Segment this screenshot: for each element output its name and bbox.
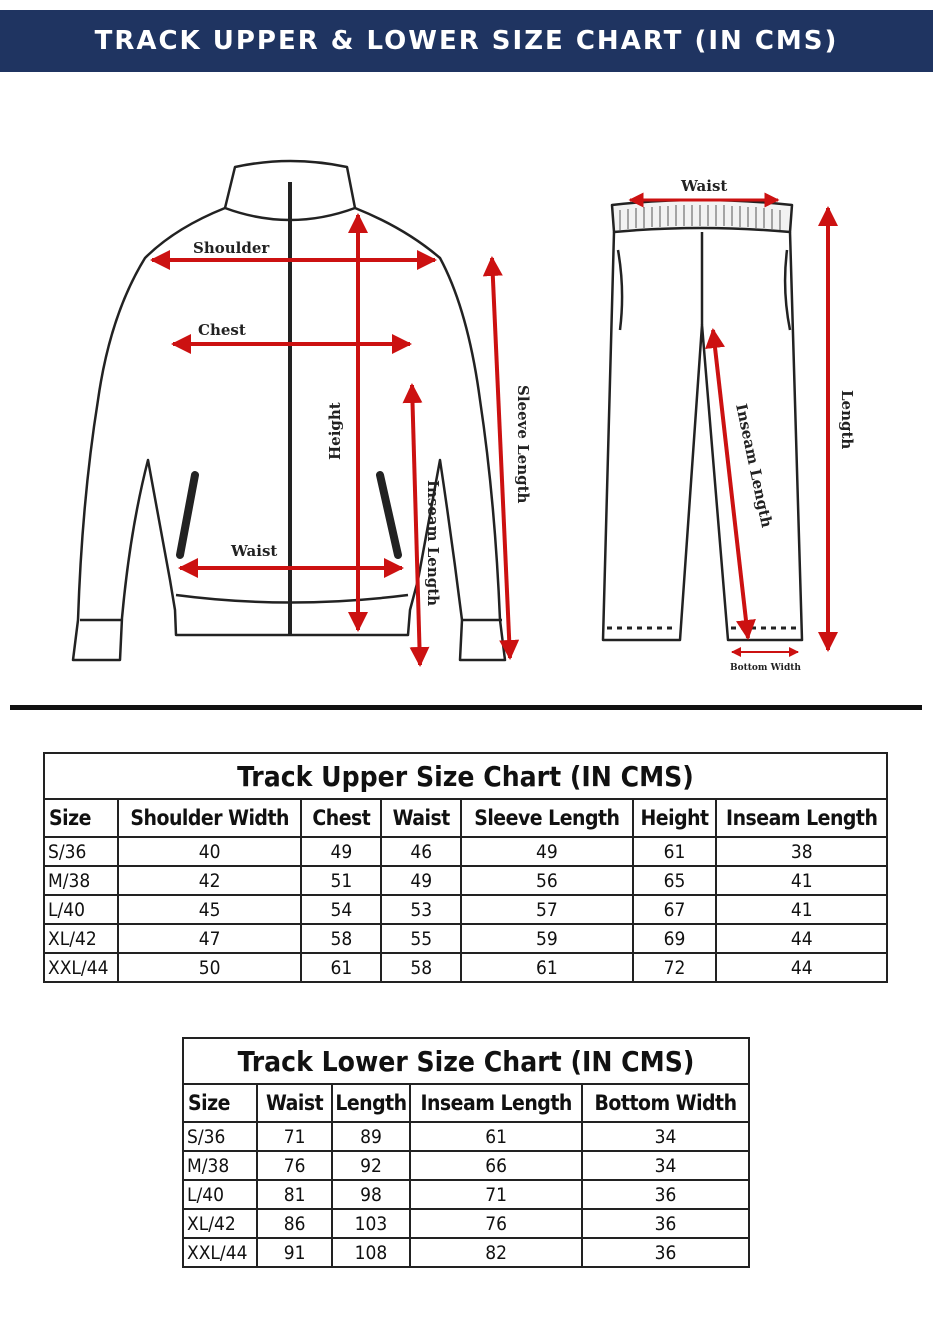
value-cell: 51 bbox=[301, 866, 381, 895]
value-cell: 81 bbox=[257, 1180, 331, 1209]
label-chest: Chest bbox=[198, 321, 246, 339]
value-cell: 59 bbox=[461, 924, 632, 953]
value-cell: 36 bbox=[582, 1209, 749, 1238]
upper-size-table bbox=[43, 752, 888, 983]
lower-header-cell: Size bbox=[183, 1084, 257, 1122]
value-cell: 58 bbox=[381, 953, 461, 982]
value-cell: 46 bbox=[381, 837, 461, 866]
size-cell: S/36 bbox=[44, 837, 118, 866]
value-cell: 65 bbox=[633, 866, 717, 895]
lower-table-header-row bbox=[183, 1084, 749, 1122]
value-cell: 54 bbox=[301, 895, 381, 924]
table-row bbox=[183, 1209, 749, 1238]
value-cell: 71 bbox=[257, 1122, 331, 1151]
upper-header-cell: Chest bbox=[301, 799, 381, 837]
table-row bbox=[44, 953, 887, 982]
value-cell: 56 bbox=[461, 866, 632, 895]
table-row bbox=[44, 924, 887, 953]
label-inseam-length-pants: Inseam Length bbox=[732, 402, 776, 530]
value-cell: 61 bbox=[633, 837, 717, 866]
value-cell: 76 bbox=[257, 1151, 331, 1180]
size-cell: L/40 bbox=[44, 895, 118, 924]
value-cell: 98 bbox=[332, 1180, 410, 1209]
value-cell: 67 bbox=[633, 895, 717, 924]
table-row bbox=[183, 1238, 749, 1267]
lower-header-cell: Waist bbox=[257, 1084, 331, 1122]
banner-title: TRACK UPPER & LOWER SIZE CHART (IN CMS) bbox=[94, 26, 839, 56]
value-cell: 103 bbox=[332, 1209, 410, 1238]
value-cell: 58 bbox=[301, 924, 381, 953]
value-cell: 91 bbox=[257, 1238, 331, 1267]
value-cell: 89 bbox=[332, 1122, 410, 1151]
upper-table-body bbox=[44, 837, 887, 982]
lower-size-table bbox=[182, 1037, 750, 1268]
value-cell: 92 bbox=[332, 1151, 410, 1180]
label-inseam-length-jacket: Inseam Length bbox=[424, 480, 442, 607]
value-cell: 38 bbox=[716, 837, 887, 866]
upper-header-cell: Waist bbox=[381, 799, 461, 837]
size-cell: S/36 bbox=[183, 1122, 257, 1151]
value-cell: 66 bbox=[410, 1151, 582, 1180]
table-row bbox=[44, 866, 887, 895]
value-cell: 49 bbox=[461, 837, 632, 866]
value-cell: 45 bbox=[118, 895, 301, 924]
label-waist-jacket: Waist bbox=[231, 542, 278, 560]
value-cell: 44 bbox=[716, 924, 887, 953]
value-cell: 55 bbox=[381, 924, 461, 953]
value-cell: 82 bbox=[410, 1238, 582, 1267]
label-sleeve-length: Sleeve Length bbox=[514, 385, 532, 504]
lower-header-cell: Inseam Length bbox=[410, 1084, 582, 1122]
lower-table-title: Track Lower Size Chart (IN CMS) bbox=[183, 1038, 749, 1084]
value-cell: 86 bbox=[257, 1209, 331, 1238]
value-cell: 72 bbox=[633, 953, 717, 982]
value-cell: 41 bbox=[716, 895, 887, 924]
value-cell: 71 bbox=[410, 1180, 582, 1209]
size-cell: M/38 bbox=[183, 1151, 257, 1180]
label-shoulder: Shoulder bbox=[193, 239, 270, 257]
upper-header-cell: Inseam Length bbox=[716, 799, 887, 837]
table-row bbox=[183, 1180, 749, 1209]
size-cell: M/38 bbox=[44, 866, 118, 895]
value-cell: 76 bbox=[410, 1209, 582, 1238]
arrow-inseam-length-jacket bbox=[412, 385, 420, 665]
lower-header-cell: Length bbox=[332, 1084, 410, 1122]
upper-header-cell: Height bbox=[633, 799, 717, 837]
value-cell: 108 bbox=[332, 1238, 410, 1267]
title-banner bbox=[0, 10, 933, 72]
value-cell: 61 bbox=[461, 953, 632, 982]
garment-illustration bbox=[0, 140, 933, 700]
upper-table-title: Track Upper Size Chart (IN CMS) bbox=[44, 753, 887, 799]
size-cell: L/40 bbox=[183, 1180, 257, 1209]
value-cell: 42 bbox=[118, 866, 301, 895]
jacket-pocket-right bbox=[380, 475, 398, 555]
lower-table-body bbox=[183, 1122, 749, 1267]
value-cell: 34 bbox=[582, 1151, 749, 1180]
arrow-sleeve-length bbox=[492, 258, 510, 658]
measurement-diagram bbox=[0, 140, 933, 700]
size-cell: XL/42 bbox=[183, 1209, 257, 1238]
table-row bbox=[183, 1151, 749, 1180]
value-cell: 47 bbox=[118, 924, 301, 953]
label-bottom-width: Bottom Width bbox=[730, 663, 801, 673]
label-height: Height bbox=[326, 402, 344, 460]
value-cell: 61 bbox=[301, 953, 381, 982]
value-cell: 40 bbox=[118, 837, 301, 866]
label-length-pants: Length bbox=[838, 390, 856, 450]
value-cell: 57 bbox=[461, 895, 632, 924]
section-divider bbox=[10, 705, 922, 710]
value-cell: 50 bbox=[118, 953, 301, 982]
size-cell: XL/42 bbox=[44, 924, 118, 953]
value-cell: 34 bbox=[582, 1122, 749, 1151]
value-cell: 49 bbox=[301, 837, 381, 866]
lower-header-cell: Bottom Width bbox=[582, 1084, 749, 1122]
value-cell: 61 bbox=[410, 1122, 582, 1151]
jacket-pocket-left bbox=[180, 475, 195, 555]
table-row bbox=[44, 837, 887, 866]
size-cell: XXL/44 bbox=[44, 953, 118, 982]
value-cell: 49 bbox=[381, 866, 461, 895]
value-cell: 69 bbox=[633, 924, 717, 953]
upper-header-cell: Sleeve Length bbox=[461, 799, 632, 837]
upper-header-cell: Size bbox=[44, 799, 118, 837]
label-waist-pants: Waist bbox=[681, 177, 728, 195]
value-cell: 44 bbox=[716, 953, 887, 982]
table-row bbox=[183, 1122, 749, 1151]
arrow-pants-inseam bbox=[713, 330, 748, 638]
value-cell: 41 bbox=[716, 866, 887, 895]
pants-outline bbox=[603, 200, 802, 640]
table-row bbox=[44, 895, 887, 924]
value-cell: 53 bbox=[381, 895, 461, 924]
size-cell: XXL/44 bbox=[183, 1238, 257, 1267]
upper-table-header-row bbox=[44, 799, 887, 837]
upper-header-cell: Shoulder Width bbox=[118, 799, 301, 837]
value-cell: 36 bbox=[582, 1238, 749, 1267]
value-cell: 36 bbox=[582, 1180, 749, 1209]
